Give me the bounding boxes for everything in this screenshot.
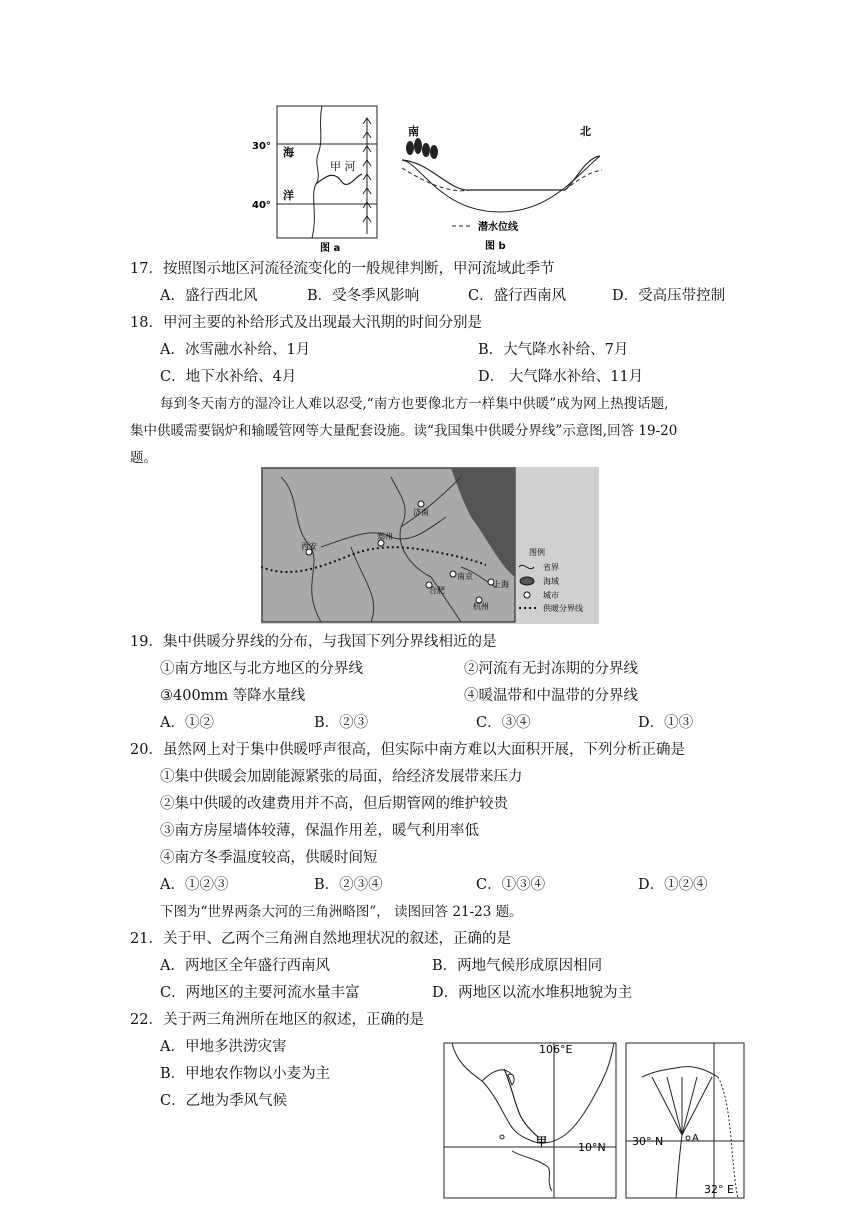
city-xian: 西安 (301, 542, 317, 551)
q19-option-c[interactable]: C．③④ (476, 715, 531, 731)
lat-30n-label: 30° N (632, 1135, 664, 1148)
city-zhengzhou: 郑州 (377, 532, 393, 541)
legend-city: 城市 (543, 591, 559, 600)
q20-item-1: ①集中供暖会加剧能源紧张的局面，给经济发展带来压力 (160, 769, 523, 785)
intro2: 下图为“世界两条大河的三角洲略图”， 读图回答 21-23 题。 (160, 904, 523, 920)
q20-item-2: ②集中供暖的改建费用并不高，但后期管网的维护较贵 (160, 796, 508, 812)
south-label: 南 (408, 125, 419, 138)
q20-option-c[interactable]: C．①③④ (476, 877, 546, 893)
lon-32e-label: 32° E (704, 1183, 734, 1196)
point-a-mark: A (692, 1133, 699, 1144)
q17-stem: 17．按照图示地区河流径流变化的一般规律判断，甲河流域此季节 (130, 261, 555, 277)
q21-option-c[interactable]: C．两地区的主要河流水量丰富 (160, 985, 360, 1001)
q20-option-b[interactable]: B．②③④ (314, 877, 383, 893)
figure-b (400, 122, 605, 252)
q22-option-c[interactable]: C．乙地为季风气候 (160, 1093, 288, 1109)
city-hefei: 合肥 (429, 586, 445, 595)
city-jinan: 济南 (413, 508, 429, 517)
lat-10n-label: 10°N (578, 1141, 606, 1154)
legend-title: 图例 (529, 548, 545, 557)
intro1-line2: 集中供暖需要锅炉和输暖管网等大量配套设施。读“我国集中供暖分界线”示意图,回答 19-20 (130, 423, 678, 439)
water-table-legend: 潜水位线 (478, 222, 518, 233)
q18-stem: 18．甲河主要的补给形式及出现最大汛期的时间分别是 (130, 315, 482, 331)
q22-stem: 22．关于两三角洲所在地区的叙述，正确的是 (130, 1012, 424, 1028)
q17-option-b[interactable]: B．受冬季风影响 (307, 288, 420, 304)
heating-boundary-map (261, 467, 599, 624)
intro1-line3: 题。 (130, 450, 157, 466)
q22-option-b[interactable]: B．甲地农作物以小麦为主 (160, 1066, 331, 1082)
q19-item-4: ④暖温带和中温带的分界线 (464, 688, 638, 704)
q19-item-1: ①南方地区与北方地区的分界线 (160, 661, 363, 677)
q19-item-3: ③400mm 等降水量线 (160, 688, 306, 704)
legend-heating-line: 供暖分界线 (543, 604, 583, 613)
q17-option-d[interactable]: D．受高压带控制 (612, 288, 726, 304)
q19-option-d[interactable]: D．①③ (638, 715, 694, 731)
q21-option-a[interactable]: A．两地区全年盛行西南风 (160, 958, 330, 974)
q20-stem: 20．虽然网上对于集中供暖呼声很高，但实际中南方难以大面积开展，下列分析正确是 (130, 742, 685, 758)
q18-option-a[interactable]: A．冰雪融水补给、1月 (160, 342, 311, 358)
legend-sea: 海域 (543, 577, 559, 586)
q19-item-2: ②河流有无封冻期的分界线 (464, 661, 638, 677)
q19-stem: 19．集中供暖分界线的分布，与我国下列分界线相近的是 (130, 634, 497, 650)
q20-item-3: ③南方房屋墙体较薄，保温作用差，暖气利用率低 (160, 823, 479, 839)
q17-option-c[interactable]: C．盛行西南风 (468, 288, 567, 304)
city-hangzhou: 杭州 (473, 602, 489, 611)
lat-30-label: 30° (252, 141, 271, 152)
q19-option-a[interactable]: A．①② (160, 715, 214, 731)
q21-option-b[interactable]: B．两地气候形成原因相同 (432, 958, 603, 974)
q17-option-a[interactable]: A．盛行西北风 (160, 288, 258, 304)
river-label: 甲 河 (330, 160, 356, 173)
q19-option-b[interactable]: B．②③ (314, 715, 369, 731)
figure-a (252, 104, 387, 254)
q18-option-b[interactable]: B．大气降水补给、7月 (478, 342, 629, 358)
city-nanjing: 南京 (457, 572, 473, 581)
lat-40-label: 40° (252, 200, 271, 211)
delta-maps (442, 1041, 747, 1201)
delta-jia-mark: 甲 (536, 1135, 547, 1148)
q22-option-a[interactable]: A．甲地多洪涝灾害 (160, 1039, 287, 1055)
city-shanghai: 上海 (493, 580, 509, 589)
q18-option-c[interactable]: C．地下水补给、4月 (160, 369, 297, 385)
q18-option-d[interactable]: D． 大气降水补给、11月 (478, 369, 644, 385)
fig-b-caption: 图 b (485, 241, 506, 252)
q21-stem: 21．关于甲、乙两个三角洲自然地理状况的叙述，正确的是 (130, 931, 511, 947)
legend-province: 省界 (543, 563, 559, 572)
q20-item-4: ④南方冬季温度较高，供暖时间短 (160, 850, 378, 866)
q20-option-d[interactable]: D．①②④ (638, 877, 708, 893)
q20-option-a[interactable]: A．①②③ (160, 877, 229, 893)
intro1-line1: 每到冬天南方的湿冷让人难以忍受,“南方也要像北方一样集中供暖”成为网上热搜话题, (160, 396, 669, 412)
sea-label-2: 洋 (283, 189, 294, 202)
fig-a-caption: 图 a (320, 243, 341, 254)
north-label: 北 (580, 125, 591, 138)
q21-option-d[interactable]: D．两地区以流水堆积地貌为主 (432, 985, 633, 1001)
lon-106-label: 106°E (539, 1043, 573, 1056)
sea-label-1: 海 (283, 146, 294, 159)
